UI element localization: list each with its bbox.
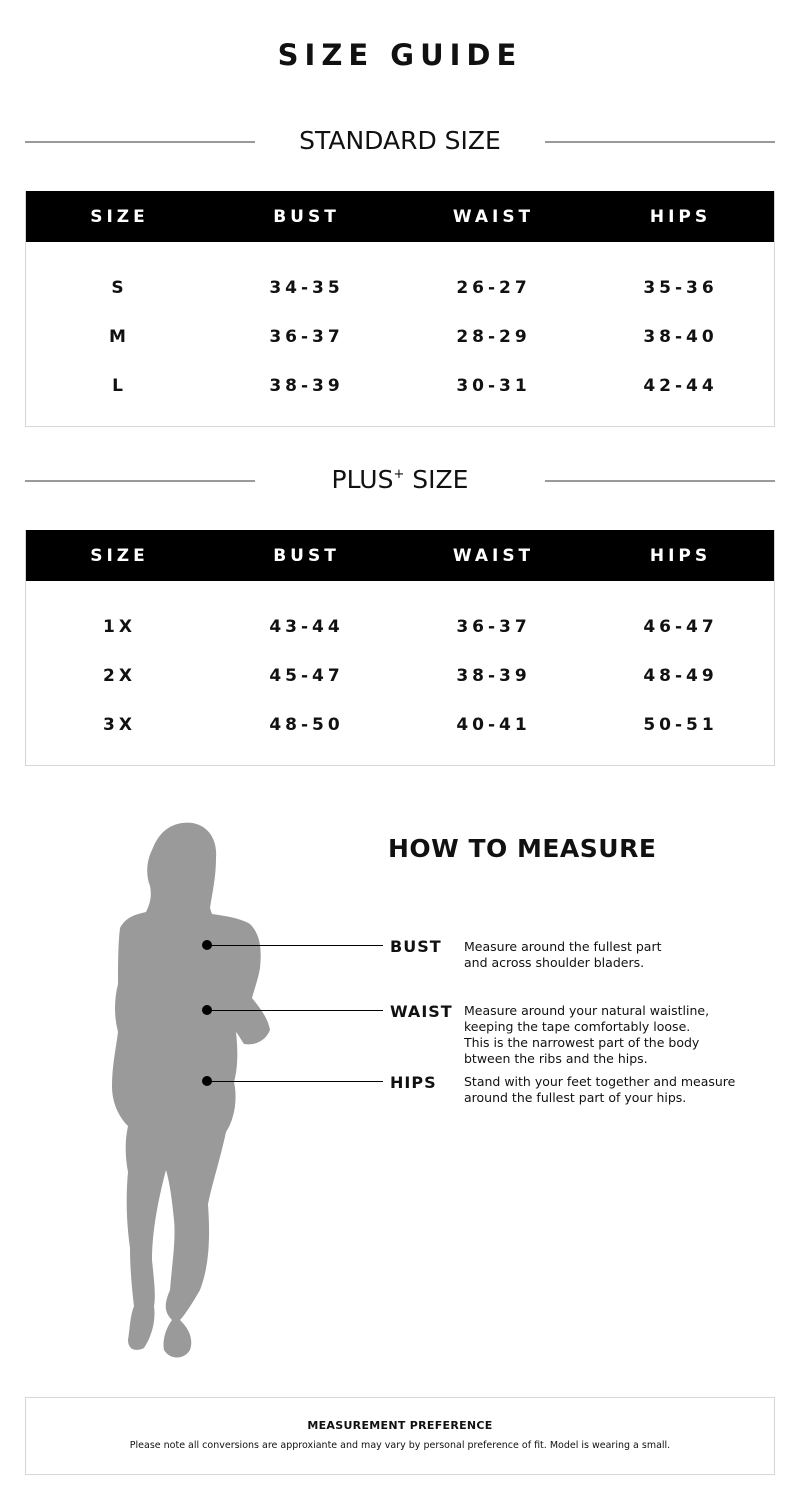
standard-size-heading: STANDARD SIZE xyxy=(299,126,501,155)
table-row xyxy=(26,651,774,700)
table-body xyxy=(26,242,774,426)
column-header-bust: BUST xyxy=(273,545,340,566)
measurement-preference-text: Please note all conversions are approxiante and may vary by personal preference of fit. Model is wearing a small. xyxy=(129,1440,671,1451)
column-header-waist: WAIST xyxy=(452,545,535,566)
table-header xyxy=(26,530,774,581)
size-cell: L xyxy=(112,375,127,396)
standard-size-header xyxy=(25,122,775,162)
size-cell: S xyxy=(111,277,128,298)
table-row xyxy=(26,602,774,651)
size-cell: 3X xyxy=(103,714,136,735)
hips-cell: 48-49 xyxy=(643,665,718,686)
size-cell: M xyxy=(109,326,130,347)
bust-cell: 38-39 xyxy=(269,375,344,396)
column-header-hips: HIPS xyxy=(649,545,712,566)
hips-label: HIPS xyxy=(390,1073,437,1092)
waist-description: Measure around your natural waistline, keeping the tape comfortably loose. This is the narrowest part of the body btween the ribs and the hips. xyxy=(464,1003,710,1066)
how-to-measure-title: HOW TO MEASURE xyxy=(388,834,657,863)
plus-size-table xyxy=(25,530,775,766)
table-row xyxy=(26,361,774,410)
size-cell: 2X xyxy=(103,665,136,686)
hips-cell: 46-47 xyxy=(643,616,718,637)
bust-description: Measure around the fullest part and across shoulder bladers. xyxy=(464,939,662,970)
hips-cell: 50-51 xyxy=(643,714,718,735)
bust-cell: 45-47 xyxy=(269,665,344,686)
waist-cell: 38-39 xyxy=(456,665,531,686)
column-header-bust: BUST xyxy=(273,206,340,227)
hips-description: Stand with your feet together and measure around the fullest part of your hips. xyxy=(464,1074,736,1105)
bust-cell: 36-37 xyxy=(269,326,344,347)
waist-label: WAIST xyxy=(390,1002,453,1021)
waist-cell: 36-37 xyxy=(456,616,531,637)
measurement-preference-box xyxy=(25,1397,775,1475)
standard-size-table xyxy=(25,191,775,427)
plus-size-heading: PLUS+ SIZE xyxy=(331,465,469,494)
page-title: SIZE GUIDE xyxy=(277,38,523,72)
measurement-preference-title: MEASUREMENT PREFERENCE xyxy=(307,1419,493,1432)
divider-line xyxy=(545,141,775,143)
bust-label: BUST xyxy=(390,937,442,956)
hips-cell: 38-40 xyxy=(643,326,718,347)
hips-pointer-line xyxy=(207,1081,383,1082)
body-silhouette-icon xyxy=(100,820,290,1365)
column-header-hips: HIPS xyxy=(649,206,712,227)
size-cell: 1X xyxy=(103,616,136,637)
bust-cell: 34-35 xyxy=(269,277,344,298)
column-header-size: SIZE xyxy=(90,206,149,227)
hips-cell: 35-36 xyxy=(643,277,718,298)
bust-cell: 43-44 xyxy=(269,616,344,637)
bust-cell: 48-50 xyxy=(269,714,344,735)
divider-line xyxy=(545,480,775,482)
plus-size-header xyxy=(25,461,775,501)
bust-pointer-line xyxy=(207,945,383,946)
waist-cell: 30-31 xyxy=(456,375,531,396)
waist-cell: 28-29 xyxy=(456,326,531,347)
hips-cell: 42-44 xyxy=(643,375,718,396)
waist-pointer-line xyxy=(207,1010,383,1011)
table-row xyxy=(26,312,774,361)
waist-cell: 26-27 xyxy=(456,277,531,298)
table-header xyxy=(26,191,774,242)
table-row xyxy=(26,700,774,749)
column-header-size: SIZE xyxy=(90,545,149,566)
column-header-waist: WAIST xyxy=(452,206,535,227)
table-row xyxy=(26,263,774,312)
waist-cell: 40-41 xyxy=(456,714,531,735)
table-body xyxy=(26,581,774,765)
